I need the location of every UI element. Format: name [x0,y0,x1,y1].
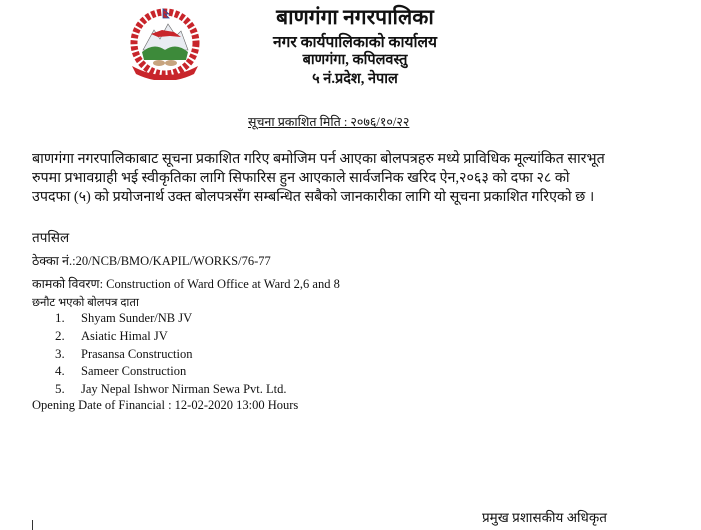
page-margin-mark [32,520,33,530]
shortlisted-bidders-heading: छनौट भएको बोलपत्र दाता [32,297,139,309]
notice-body-line: रुपमा प्रभावग्राही भई स्वीकृतिका लागि सिफारिस हुन आएकाले सार्वजनिक खरिद ऐन,२०६३ को दफा २८ को [32,170,570,186]
municipality-name: बाणगंगा नगरपालिका [276,5,434,29]
bidder-name: Shyam Sunder/NB JV [81,311,193,325]
notice-publish-date: सूचना प्रकाशित मिति : २०७६/१०/२२ [248,115,410,129]
bidder-name: Prasansa Construction [81,346,193,361]
list-item [55,346,287,364]
details-heading: तपसिल [32,230,70,245]
list-number: 1. [55,310,65,325]
office-name: नगर कार्यपालिकाको कार्यालय [273,34,437,51]
signature-title: प्रमुख प्रशासकीय अधिकृत [482,510,607,525]
list-number: 4. [55,363,65,379]
list-number: 3. [55,345,65,361]
notice-body [32,150,656,207]
notice-body-line: उपदफा (५) को प्रयोजनार्थ उक्त बोलपत्रसँग सम्बन्धित सबैको जानकारीका लागि यो सूचना प्रकाशित गरिएको छ । [32,189,595,205]
bidder-name: Asiatic Himal JV [81,328,168,343]
nepal-emblem-icon [124,6,206,80]
province-line: ५ नं.प्रदेश, नेपाल [312,71,398,87]
financial-opening-date: Opening Date of Financial : 12-02-2020 13:00 Hours [32,398,299,412]
list-item [55,381,287,399]
contract-number: ठेक्का नं.:20/NCB/BMO/KAPIL/WORKS/76-77 [32,254,271,268]
list-item [55,328,287,346]
bidder-name: Jay Nepal Ishwor Nirman Sewa Pvt. Ltd. [81,382,287,397]
list-item [55,363,287,381]
work-description: कामको विवरण: Construction of Ward Office at Ward 2,6 and 8 [32,277,340,291]
bidder-name: Sameer Construction [81,364,187,379]
list-number: 5. [55,381,65,397]
office-address: बाणगंगा, कपिलवस्तु [302,52,408,68]
bidder-list [55,310,287,399]
notice-body-line: बाणगंगा नगरपालिकाबाट सूचना प्रकाशित गरिए बमोजिम पर्न आएका बोलपत्रहरु मध्ये प्राविधिक मूल्यांकित सारभूत [32,151,605,167]
list-number: 2. [55,327,65,343]
list-item [55,310,287,328]
